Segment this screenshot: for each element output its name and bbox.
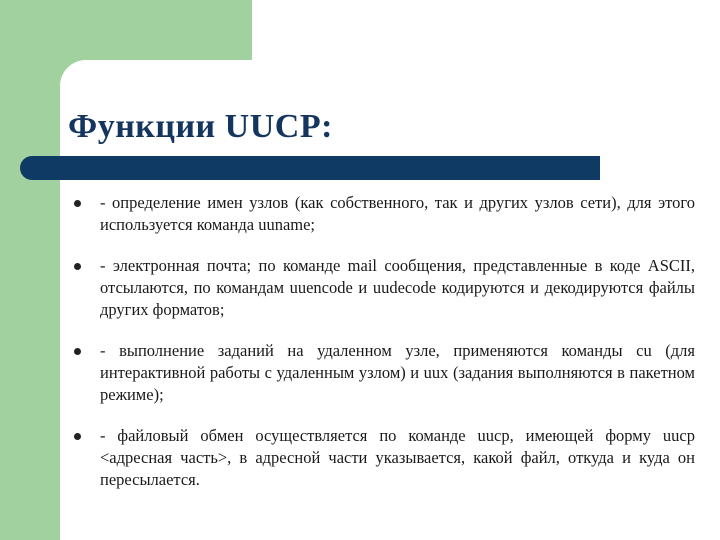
bullet-dot-icon <box>74 348 81 355</box>
bullet-text: - файловый обмен осуществляется по команде uucp, имеющей форму uucp <адресная часть>, в адресной части указывается, какой файл, откуда и куда он пересылается. <box>100 426 695 489</box>
bullet-dot-icon <box>74 200 81 207</box>
bullet-list <box>74 192 695 510</box>
decorative-green-strip <box>0 0 60 540</box>
bullet-item-remote-exec <box>74 340 695 406</box>
bullet-text: - электронная почта; по команде mail сообщения, представленные в коде ASCII, отсылаются, по командам uuencode и uudecode кодируются и декодируются файлы других форматов; <box>100 256 695 319</box>
title-underline-bar <box>20 156 600 180</box>
bullet-text: - выполнение заданий на удаленном узле, применяются команды cu (для интерактивной работы с удаленным узлом) и uux (задания выполняются в пакетном режиме); <box>100 341 695 404</box>
bullet-dot-icon <box>74 433 81 440</box>
bullet-item-mail <box>74 255 695 321</box>
bullet-item-file-exchange <box>74 425 695 491</box>
slide-title: Функции UUCP: <box>68 108 333 145</box>
bullet-item-naming <box>74 192 695 236</box>
bullet-dot-icon <box>74 263 81 270</box>
bullet-text: - определение имен узлов (как собственного, так и других узлов сети), для этого используется команда uuname; <box>100 193 695 234</box>
